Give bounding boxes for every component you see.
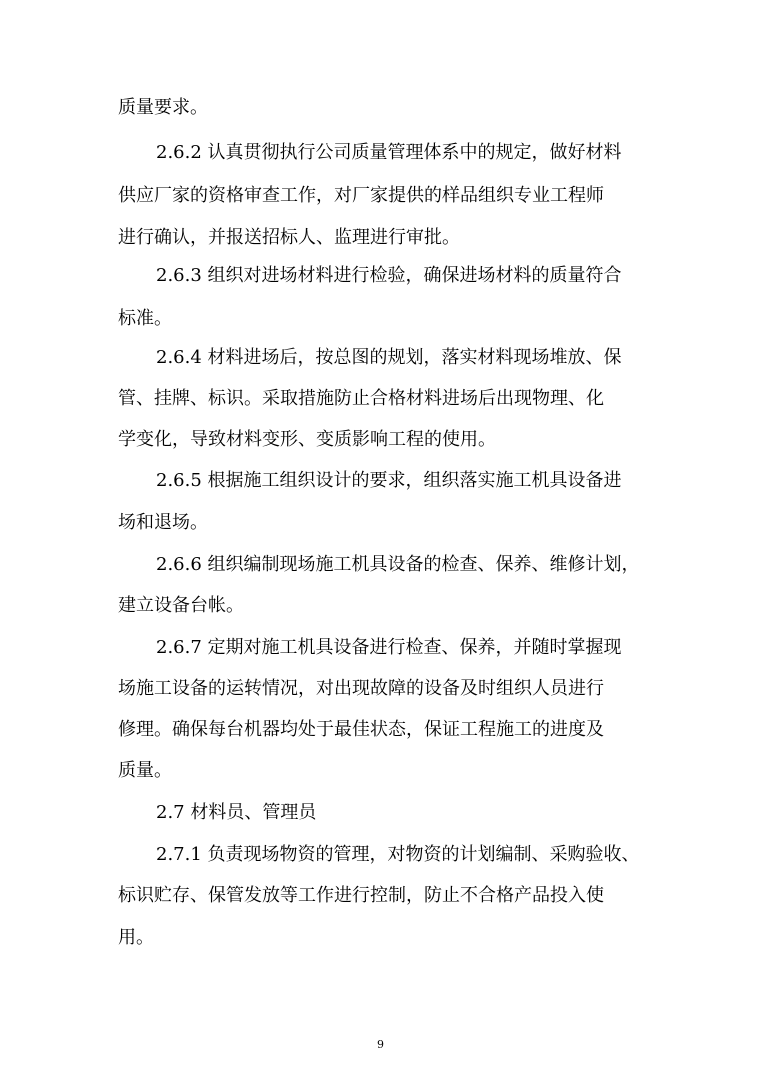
text-line: 管、挂牌、标识。采取措施防止合格材料进场后出现物理、化 — [118, 388, 604, 409]
text-line: 2.6.4 材料进场后，按总图的规划，落实材料现场堆放、保 — [156, 347, 622, 368]
text-line: 质量。 — [118, 760, 172, 781]
text-line: 建立设备台帐。 — [118, 595, 244, 616]
text-line: 场和退场。 — [118, 512, 208, 533]
text-line: 修理。确保每台机器均处于最佳状态，保证工程施工的进度及 — [118, 719, 604, 740]
section-heading: 2.7 材料员、管理员 — [156, 802, 317, 823]
text-line: 2.7.1 负责现场物资的管理，对物资的计划编制、采购验收、 — [156, 844, 640, 865]
text-line: 供应厂家的资格审查工作，对厂家提供的样品组织专业工程师 — [118, 185, 604, 206]
text-line: 用。 — [118, 927, 154, 948]
text-line: 2.6.6 组织编制现场施工机具设备的检查、保养、维修计划， — [156, 554, 640, 575]
text-line: 2.6.3 组织对进场材料进行检验，确保进场材料的质量符合 — [156, 265, 622, 286]
text-line: 2.6.5 根据施工组织设计的要求，组织落实施工机具设备进 — [156, 470, 622, 491]
text-line: 2.6.7 定期对施工机具设备进行检查、保养，并随时掌握现 — [156, 637, 622, 658]
text-line: 2.6.2 认真贯彻执行公司质量管理体系中的规定，做好材料 — [156, 142, 622, 163]
text-line: 质量要求。 — [118, 97, 208, 118]
text-line: 进行确认，并报送招标人、监理进行审批。 — [118, 227, 460, 248]
text-line: 场施工设备的运转情况，对出现故障的设备及时组织人员进行 — [118, 678, 604, 699]
text-line: 标识贮存、保管发放等工作进行控制，防止不合格产品投入使 — [118, 885, 604, 906]
text-line: 学变化，导致材料变形、变质影响工程的使用。 — [118, 429, 496, 450]
text-line: 标准。 — [118, 308, 172, 329]
page-number: 9 — [377, 1038, 384, 1051]
